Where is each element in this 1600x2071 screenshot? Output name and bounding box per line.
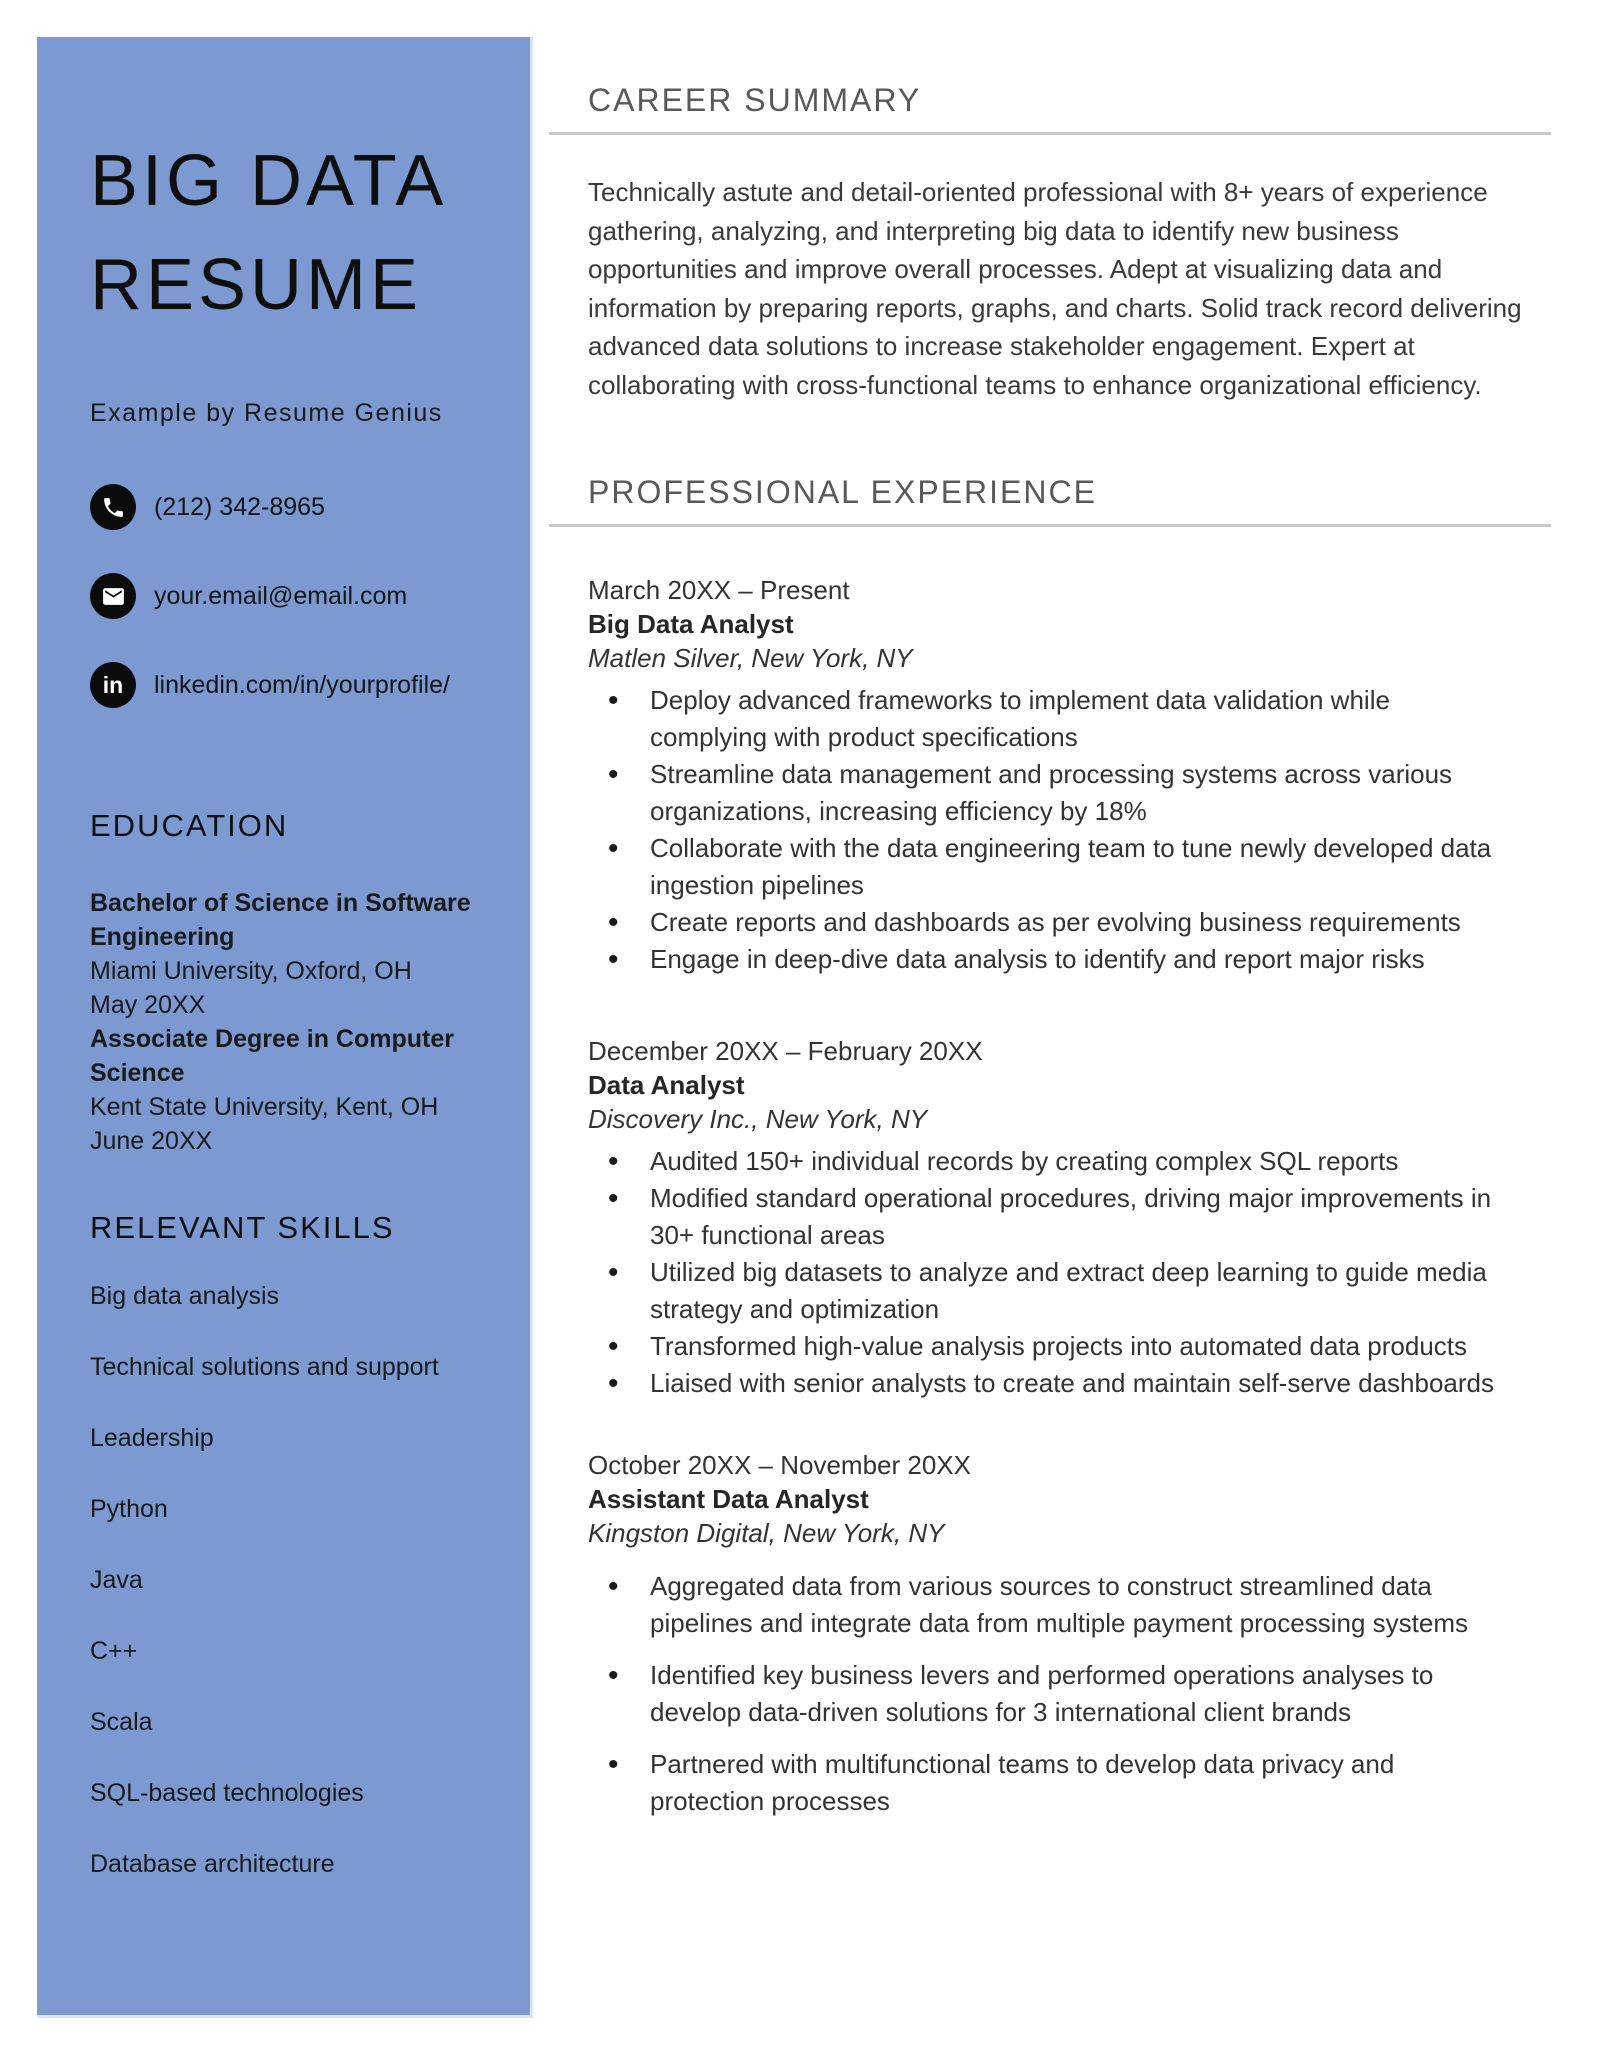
career-summary-text: Technically astute and detail-oriented professional with 8+ years of experience gathering, analyzing, and interpreting big data to identify new business opportunities and improve overall processes. Adept at visualizing data and information by preparing reports, graphs, and charts. Solid track record delivering advanced data solutions to increase stakeholder engagement. Expert at collaborating with cross-functional teams to enhance organizational efficiency. <box>588 177 1522 400</box>
graduation-date: June 20XX <box>90 1127 213 1156</box>
skill-item: Scala <box>90 1708 153 1737</box>
school-name: Kent State University, Kent, OH <box>90 1093 439 1122</box>
resume-title <box>90 129 510 337</box>
section-divider <box>549 132 1551 135</box>
phone-icon <box>90 484 136 530</box>
job-dates: December 20XX – February 20XX <box>588 1036 983 1066</box>
education-header: EDUCATION <box>90 808 289 844</box>
skill-item: Database architecture <box>90 1850 335 1879</box>
degree-name: Bachelor of Science in Software Engineering <box>90 889 471 952</box>
job-title: Big Data Analyst <box>588 609 794 639</box>
skills-list <box>90 1282 510 1879</box>
contact-list <box>90 484 510 708</box>
degree-name: Associate Degree in Computer Science <box>90 1025 454 1088</box>
job-bullet: • Liaised with senior analysts to create and maintain self-serve dashboards <box>588 1365 1503 1402</box>
job-bullet: • Engage in deep-dive data analysis to identify and report major risks <box>588 941 1503 978</box>
professional-experience-header: PROFESSIONAL EXPERIENCE <box>588 474 1097 510</box>
skill-item: Java <box>90 1566 143 1595</box>
career-summary-section <box>549 82 1551 404</box>
job-dates: March 20XX – Present <box>588 575 850 605</box>
section-divider <box>549 524 1551 527</box>
job-bullet: • Streamline data management and processing systems across various organizations, increasing efficiency by 18% <box>588 756 1503 830</box>
email-icon <box>90 573 136 619</box>
job-bullet: • Utilized big datasets to analyze and extract deep learning to guide media strategy and optimization <box>588 1254 1503 1328</box>
job-bullet: • Audited 150+ individual records by creating complex SQL reports <box>588 1143 1503 1180</box>
job-title: Data Analyst <box>588 1070 745 1100</box>
job-bullet: • Deploy advanced frameworks to implement data validation while complying with product specifications <box>588 682 1503 756</box>
job-company: Matlen Silver, New York, NY <box>588 643 913 673</box>
skill-item: C++ <box>90 1637 138 1666</box>
job-company: Discovery Inc., New York, NY <box>588 1104 928 1134</box>
resume-subtitle: Example by Resume Genius <box>90 399 443 428</box>
main-content <box>549 0 1551 1820</box>
job-bullet: • Aggregated data from various sources to construct streamlined data pipelines and integrate data from multiple payment processing systems <box>588 1568 1503 1642</box>
skill-item: SQL-based technologies <box>90 1779 364 1808</box>
skill-item: Technical solutions and support <box>90 1353 439 1382</box>
job-bullet: • Modified standard operational procedures, driving major improvements in 30+ functional areas <box>588 1180 1503 1254</box>
linkedin-url: linkedin.com/in/yourprofile/ <box>154 670 450 699</box>
contact-row-phone <box>90 484 510 530</box>
phone-number: (212) 342-8965 <box>154 492 325 521</box>
job-bullet: • Transformed high-value analysis projects into automated data products <box>588 1328 1503 1365</box>
skill-item: Big data analysis <box>90 1282 280 1311</box>
job-entry <box>588 1034 1551 1402</box>
contact-row-linkedin <box>90 662 510 708</box>
contact-row-email <box>90 573 510 619</box>
job-bullet: • Partnered with multifunctional teams to develop data privacy and protection processes <box>588 1746 1503 1820</box>
skill-item: Leadership <box>90 1424 214 1453</box>
professional-experience-section <box>549 474 1551 1820</box>
linkedin-icon: in <box>90 662 136 708</box>
job-bullet: • Create reports and dashboards as per evolving business requirements <box>588 904 1503 941</box>
education-entry <box>90 886 510 1022</box>
job-entry <box>588 1448 1551 1820</box>
career-summary-header: CAREER SUMMARY <box>588 82 922 118</box>
job-bullet-list <box>588 1568 1503 1820</box>
skill-item: Python <box>90 1495 168 1524</box>
job-company: Kingston Digital, New York, NY <box>588 1518 945 1548</box>
job-title: Assistant Data Analyst <box>588 1484 869 1514</box>
job-bullet-list <box>588 682 1503 978</box>
sidebar <box>37 37 533 2018</box>
job-dates: October 20XX – November 20XX <box>588 1450 971 1480</box>
skills-header: RELEVANT SKILLS <box>90 1210 395 1246</box>
resume-title-line1: BIG DATA <box>90 141 448 222</box>
education-entry <box>90 1022 510 1158</box>
job-entry <box>588 573 1551 978</box>
job-bullet-list <box>588 1143 1503 1402</box>
job-bullet: • Collaborate with the data engineering team to tune newly developed data ingestion pipelines <box>588 830 1503 904</box>
education-entries <box>90 886 510 1158</box>
resume-title-line2: RESUME <box>90 245 423 326</box>
school-name: Miami University, Oxford, OH <box>90 957 412 986</box>
graduation-date: May 20XX <box>90 991 206 1020</box>
email-address: your.email@email.com <box>154 581 408 610</box>
job-bullet: • Identified key business levers and performed operations analyses to develop data-driven solutions for 3 international client brands <box>588 1657 1503 1731</box>
